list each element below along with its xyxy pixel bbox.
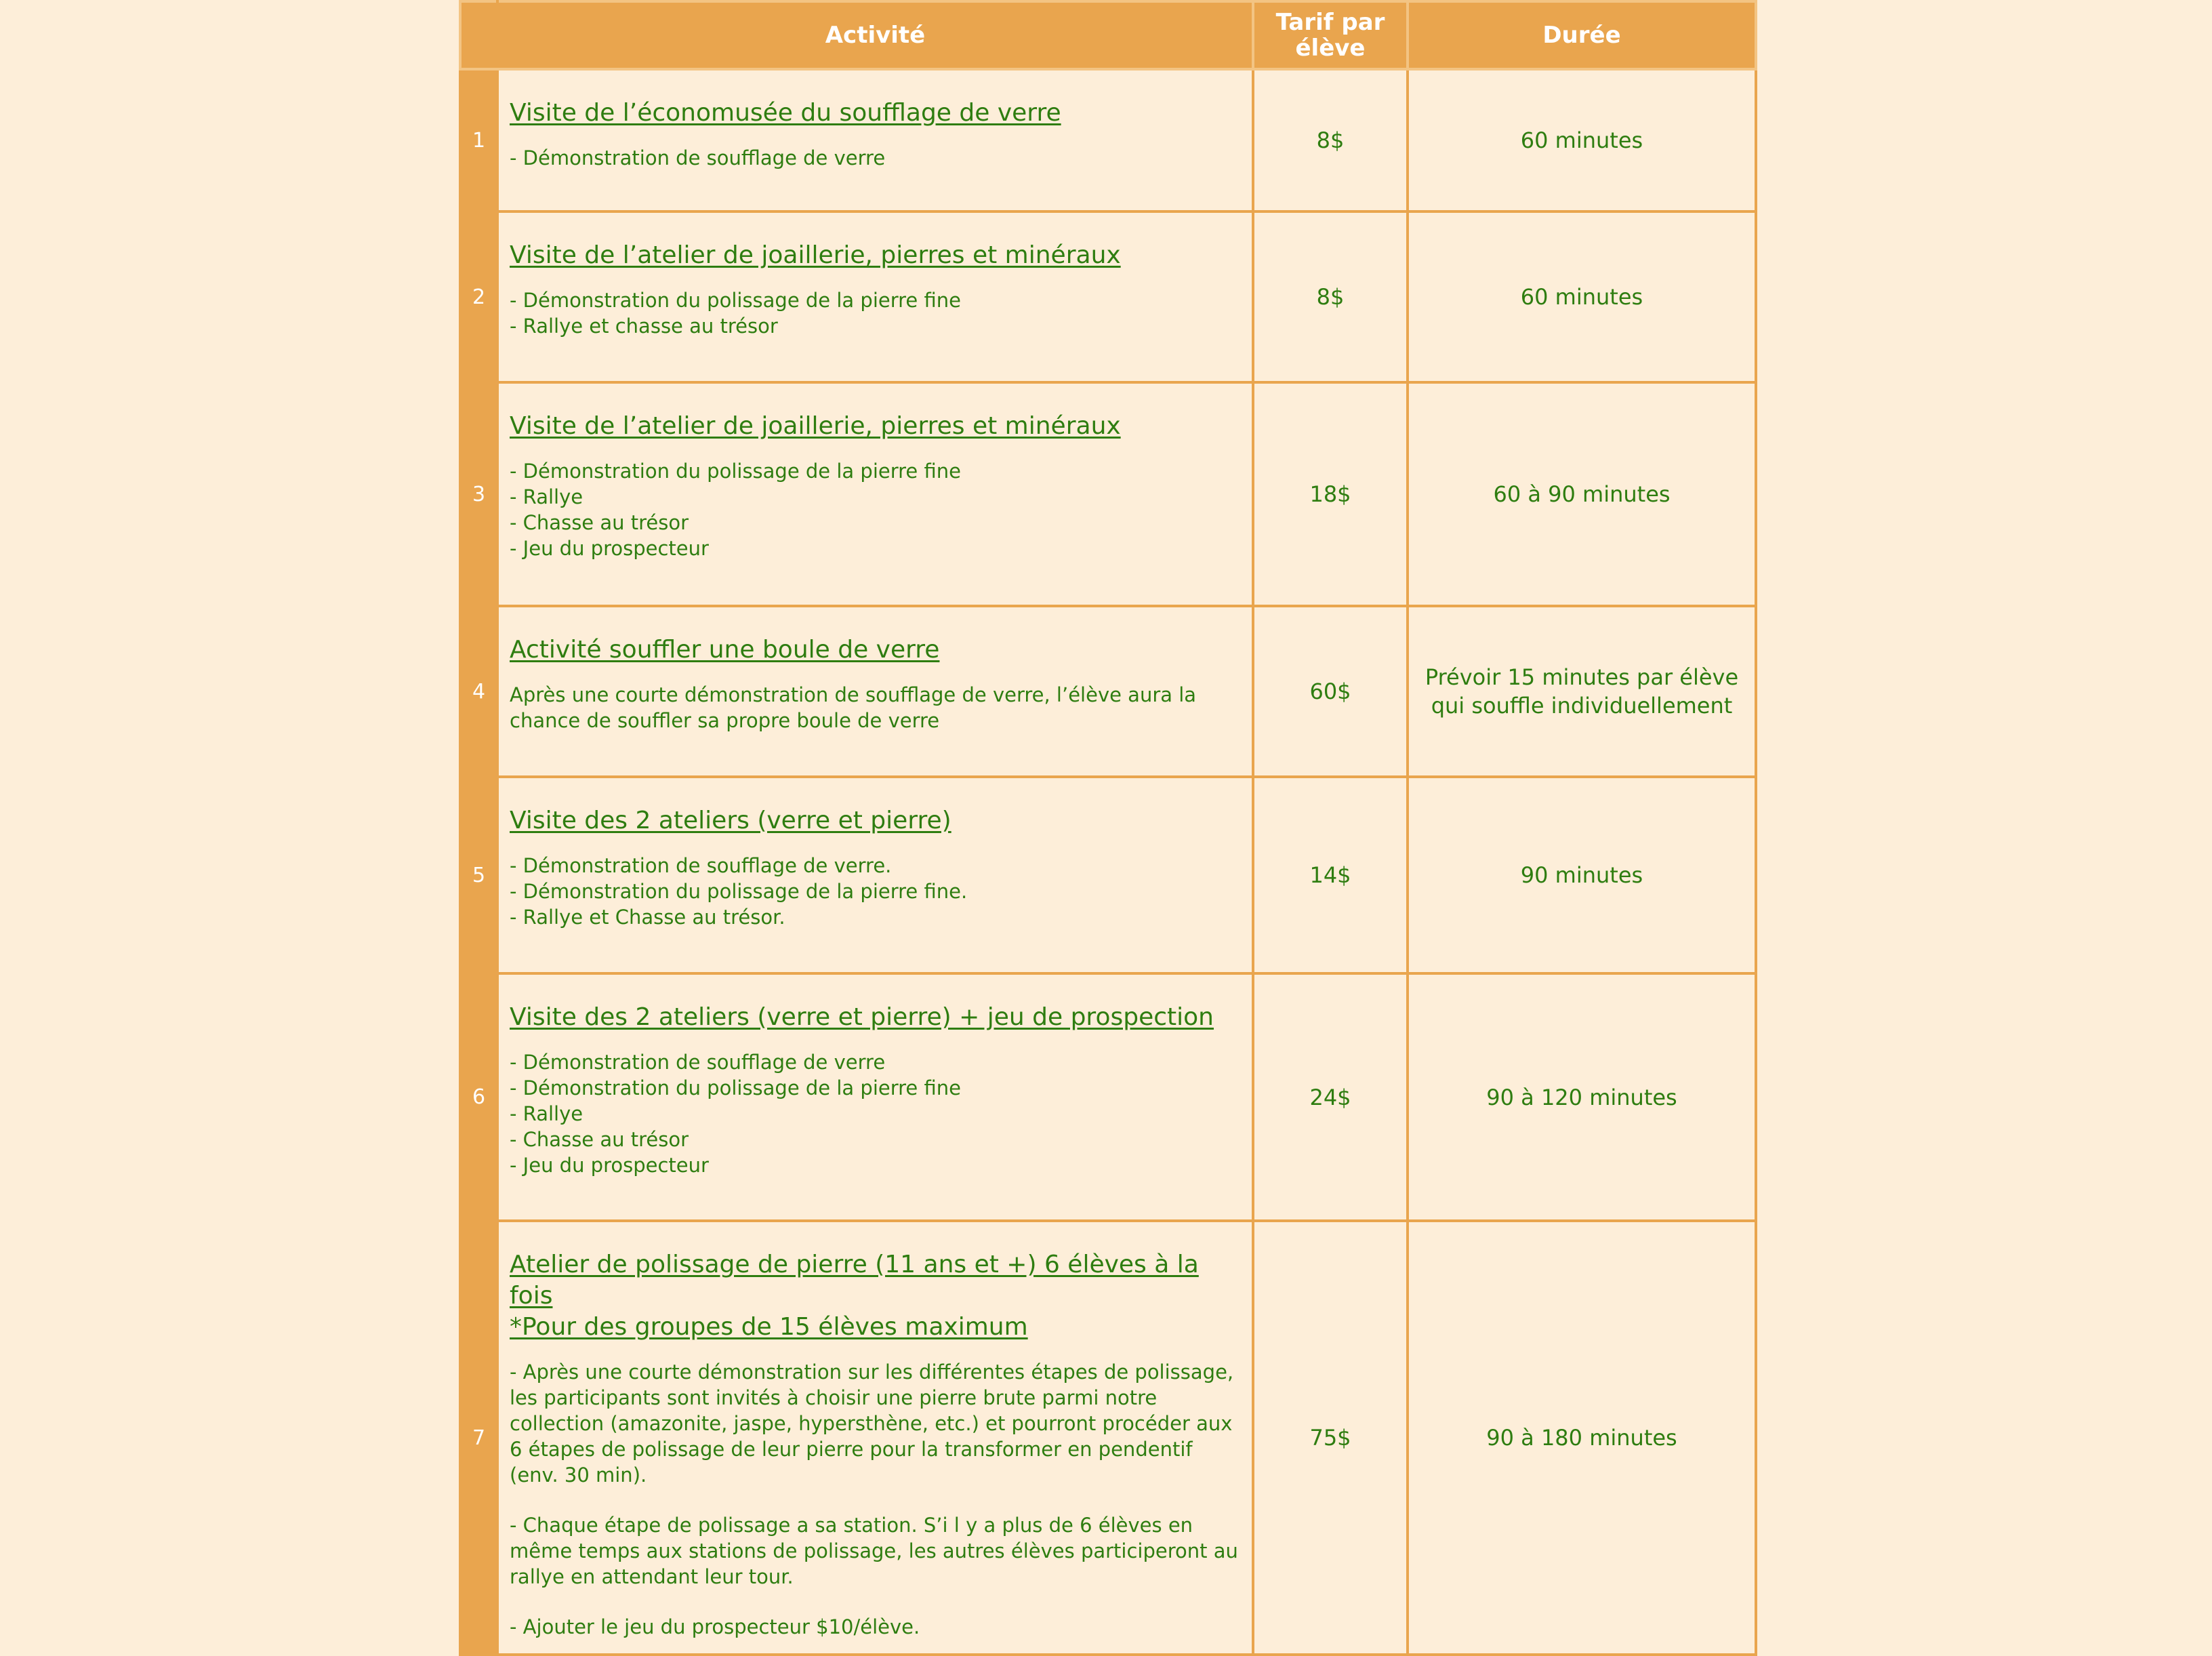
activity-title-line: Atelier de polissage de pierre (11 ans et +) 6 élèves à la fois	[510, 1251, 1199, 1310]
activity-description	[510, 145, 1242, 171]
description-line: - Démonstration de soufflage de verre	[510, 146, 886, 169]
tarif-cell: 24$	[1253, 973, 1408, 1221]
description-paragraph: - Ajouter le jeu du prospecteur $10/élève.	[510, 1615, 920, 1638]
header-duree: Durée	[1408, 1, 1756, 69]
description-line: - Jeu du prospecteur	[510, 1154, 709, 1177]
activity-title-line: Visite de l’économusée du soufflage de verre	[510, 99, 1061, 127]
row-number: 6	[460, 973, 497, 1221]
activity-description	[510, 1359, 1242, 1640]
activity-cell	[497, 1221, 1253, 1655]
header-number	[460, 1, 497, 69]
table-row	[460, 973, 1756, 1221]
description-line: - Chasse au trésor	[510, 511, 689, 534]
description-line: - Démonstration du polissage de la pierre fine	[510, 460, 961, 483]
activities-table	[459, 0, 1757, 1656]
activity-description	[510, 458, 1242, 561]
header-tarif: Tarif par élève	[1253, 1, 1408, 69]
duree-cell: Prévoir 15 minutes par élève qui souffle individuellement	[1408, 606, 1756, 777]
activity-description	[510, 1049, 1242, 1178]
activity-title-line: Visite des 2 ateliers (verre et pierre) + jeu de prospection	[510, 1003, 1214, 1031]
tarif-cell: 8$	[1253, 211, 1408, 382]
table-row	[460, 1221, 1756, 1655]
row-number: 3	[460, 382, 497, 606]
duree-cell: 60 minutes	[1408, 69, 1756, 211]
activity-description	[510, 682, 1242, 733]
description-line: - Rallye et chasse au trésor	[510, 315, 778, 338]
description-paragraph: - Chaque étape de polissage a sa station. S’i l y a plus de 6 élèves en même temps aux stations de polissage, les autres élèves participeront au rallye en attendant leur tour.	[510, 1514, 1238, 1588]
description-line: - Chasse au trésor	[510, 1128, 689, 1151]
activity-cell	[497, 606, 1253, 777]
activity-title	[510, 411, 1242, 442]
activity-title	[510, 805, 1242, 836]
activity-title	[510, 634, 1242, 666]
table-row	[460, 606, 1756, 777]
tarif-cell: 8$	[1253, 69, 1408, 211]
description-line: - Jeu du prospecteur	[510, 537, 709, 560]
activity-cell	[497, 211, 1253, 382]
row-number: 1	[460, 69, 497, 211]
description-line: - Rallye	[510, 1102, 583, 1125]
description-line: - Rallye	[510, 485, 583, 508]
description-line: - Démonstration du polissage de la pierre fine	[510, 1076, 961, 1099]
row-number: 5	[460, 777, 497, 973]
description-line: Après une courte démonstration de soufflage de verre, l’élève aura la chance de souffler sa propre boule de verre	[510, 683, 1197, 732]
description-line: - Démonstration du polissage de la pierre fine	[510, 289, 961, 312]
description-line: - Démonstration de soufflage de verre.	[510, 854, 892, 877]
table-row	[460, 777, 1756, 973]
table-row	[460, 69, 1756, 211]
header-activity: Activité	[497, 1, 1253, 69]
activity-title-line: Visite de l’atelier de joaillerie, pierres et minéraux	[510, 241, 1121, 269]
activity-title-line: *Pour des groupes de 15 élèves maximum	[510, 1313, 1028, 1341]
activity-title-line: Activité souffler une boule de verre	[510, 636, 940, 664]
description-line: - Démonstration du polissage de la pierre fine.	[510, 880, 968, 903]
duree-cell: 60 minutes	[1408, 211, 1756, 382]
table-row	[460, 211, 1756, 382]
activity-title	[510, 98, 1242, 129]
tarif-cell: 75$	[1253, 1221, 1408, 1655]
activity-title	[510, 1002, 1242, 1033]
table-header-row	[460, 1, 1756, 69]
activity-title-line: Visite de l’atelier de joaillerie, pierres et minéraux	[510, 412, 1121, 440]
activity-cell	[497, 777, 1253, 973]
table-row	[460, 382, 1756, 606]
activity-cell	[497, 973, 1253, 1221]
tarif-cell: 18$	[1253, 382, 1408, 606]
activity-title	[510, 240, 1242, 271]
tarif-cell: 14$	[1253, 777, 1408, 973]
tarif-cell: 60$	[1253, 606, 1408, 777]
duree-cell: 90 à 120 minutes	[1408, 973, 1756, 1221]
activity-description	[510, 853, 1242, 930]
activity-title	[510, 1249, 1242, 1343]
activity-cell	[497, 382, 1253, 606]
row-number: 4	[460, 606, 497, 777]
activity-description	[510, 287, 1242, 339]
row-number: 2	[460, 211, 497, 382]
activity-title-line: Visite des 2 ateliers (verre et pierre)	[510, 807, 951, 834]
description-paragraph: - Après une courte démonstration sur les différentes étapes de polissage, les participants sont invités à choisir une pierre brute parmi notre collection (amazonite, jaspe, hypersthène, etc.) et pourront procéder aux 6 étapes de polissage de leur pierre pour la transformer en pendentif (env. 30 min).	[510, 1360, 1234, 1487]
activity-cell	[497, 69, 1253, 211]
duree-cell: 60 à 90 minutes	[1408, 382, 1756, 606]
duree-cell: 90 minutes	[1408, 777, 1756, 973]
row-number: 7	[460, 1221, 497, 1655]
description-line: - Démonstration de soufflage de verre	[510, 1051, 886, 1074]
duree-cell: 90 à 180 minutes	[1408, 1221, 1756, 1655]
description-line: - Rallye et Chasse au trésor.	[510, 906, 785, 929]
